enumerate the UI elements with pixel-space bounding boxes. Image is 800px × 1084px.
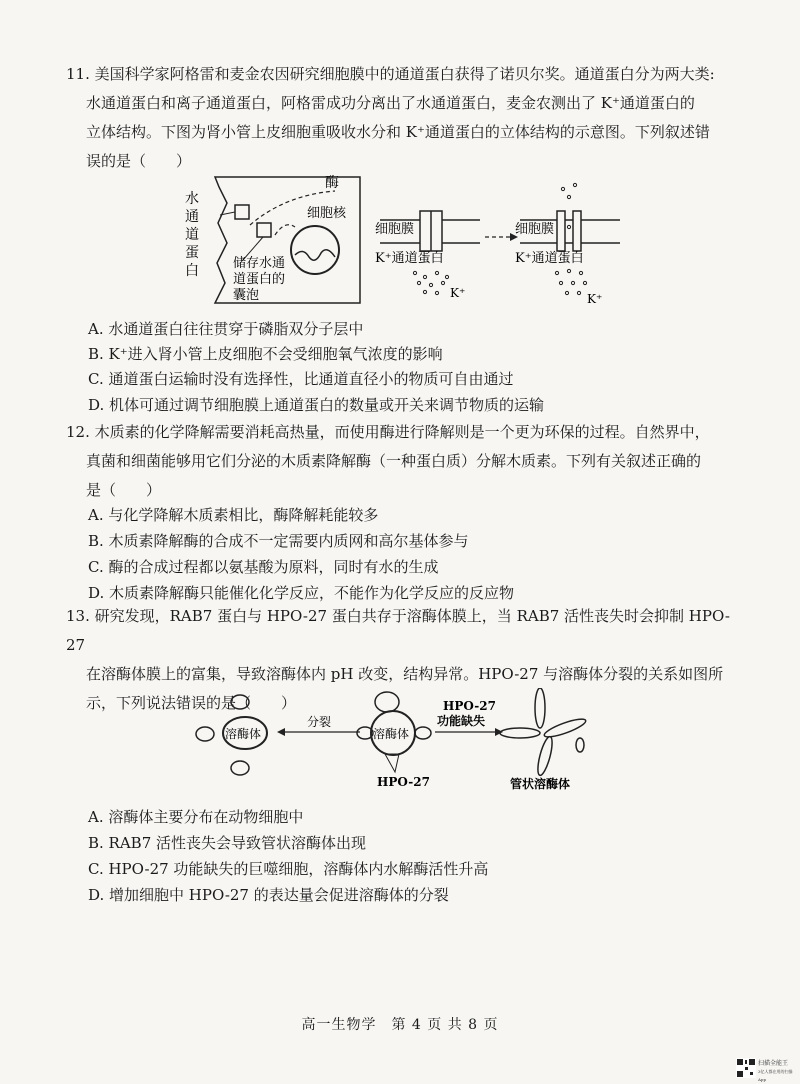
q13-line-1: 13. 研究发现，RAB7 蛋白与 HPO-27 蛋白共存于溶酶体膜上，当 RAB7 活性丧失时会抑制 HPO-27 bbox=[66, 607, 730, 654]
hpo-top-label-2: 功能缺失 bbox=[437, 714, 486, 728]
q11-option-a: A. 水通道蛋白往往贯穿于磷脂双分子层中 bbox=[88, 320, 364, 338]
k-ion-in-channel bbox=[567, 225, 570, 228]
k-ions-left bbox=[413, 271, 448, 294]
membrane-left-label: 细胞膜 bbox=[375, 222, 415, 237]
k-ions-right bbox=[555, 269, 586, 294]
water-channel-label-5: 白 bbox=[185, 263, 199, 279]
q12-line-3: 是（ ） bbox=[86, 481, 162, 499]
k-ion-right-label: K⁺ bbox=[587, 292, 603, 306]
q12-line-1: 12. 木质素的化学降解需要消耗高热量，而使用酶进行降解则是一个更为环保的过程。自然界中， bbox=[66, 423, 710, 441]
question-11-stem bbox=[66, 60, 746, 176]
page-footer: 高一生物学 第 4 页 共 8 页 bbox=[301, 1017, 499, 1033]
q13-line-2: 在溶酶体膜上的富集，导致溶酶体内 pH 改变，结构异常。HPO-27 与溶酶体分裂的关系如图所 bbox=[86, 665, 724, 683]
q12-line-2: 真菌和细菌能够用它们分泌的木质素降解酶（一种蛋白质）分解木质素。下列有关叙述正确的 bbox=[86, 452, 702, 470]
q11-option-d: D. 机体可通过调节细胞膜上通道蛋白的数量或开关来调节物质的运输 bbox=[88, 396, 545, 414]
q12-option-b: B. 木质素降解酶的合成不一定需要内质网和高尔基体参与 bbox=[88, 532, 469, 550]
watermark-line-1: 扫描全能王 bbox=[758, 1060, 789, 1067]
q11-option-b: B. K⁺进入肾小管上皮细胞不会受细胞氧气浓度的影响 bbox=[88, 345, 443, 363]
q11-option-c: C. 通道蛋白运输时没有选择性，比通道直径小的物质可自由通过 bbox=[88, 370, 514, 388]
q13-option-d: D. 增加细胞中 HPO-27 的表达量会促进溶酶体的分裂 bbox=[88, 886, 449, 904]
q13-line-3: 示，下列说法错误的是（ ） bbox=[86, 694, 297, 712]
membrane-right-label: 细胞膜 bbox=[515, 222, 555, 237]
q13-option-c: C. HPO-27 功能缺失的巨噬细胞，溶酶体内水解酶活性升高 bbox=[88, 860, 489, 878]
split-label: 分裂 bbox=[307, 715, 332, 729]
k-channel-right-label: K⁺通道蛋白 bbox=[515, 251, 584, 266]
small-lysosome-bottom bbox=[231, 761, 249, 775]
qr-code-icon bbox=[736, 1058, 756, 1078]
water-channel-label-3: 道 bbox=[185, 227, 199, 243]
tubular-label: 管状溶酶体 bbox=[510, 777, 571, 791]
q11-line-3: 立体结构。下图为肾小管上皮细胞重吸收水分和 K⁺通道蛋白的立体结构的示意图。下列叙述错 bbox=[86, 123, 710, 141]
q11-line-4: 误的是（ ） bbox=[86, 152, 192, 170]
lysosome-left-label: 溶酶体 bbox=[225, 727, 262, 741]
q13-option-a: A. 溶酶体主要分布在动物细胞中 bbox=[88, 808, 304, 826]
vesicle-label-2: 道蛋白的 bbox=[233, 272, 286, 287]
small-lysosome-left bbox=[196, 727, 214, 741]
tubule-down bbox=[535, 735, 555, 776]
dashed-arrow-2 bbox=[275, 225, 295, 235]
hpo-pointer bbox=[385, 754, 399, 772]
question-12-stem bbox=[66, 418, 746, 505]
tubule-left bbox=[500, 728, 540, 738]
water-channel-vesicle-2 bbox=[257, 223, 271, 237]
enzyme-label: 酶 bbox=[325, 175, 339, 191]
q13-option-b: B. RAB7 活性丧失会导致管状溶酶体出现 bbox=[88, 834, 367, 852]
tubule-up bbox=[535, 688, 545, 728]
q12-option-a: A. 与化学降解木质素相比，酶降解耗能较多 bbox=[88, 506, 379, 524]
watermark-line-2: 3亿人都在用的扫描App bbox=[758, 1069, 793, 1082]
water-channel-label-2: 通 bbox=[185, 209, 199, 225]
nucleus-label: 细胞核 bbox=[307, 206, 347, 221]
k-channel-open-right bbox=[573, 211, 581, 251]
split-arrow-head bbox=[277, 728, 285, 736]
bud-top bbox=[375, 692, 399, 712]
k-ions-right-top bbox=[561, 183, 576, 198]
nucleus-dna bbox=[295, 250, 335, 260]
vesicle-label-1: 储存水通 bbox=[233, 256, 286, 271]
water-channel-label-1: 水 bbox=[185, 191, 199, 207]
q11-figure bbox=[175, 165, 625, 310]
q12-option-d: D. 木质素降解酶只能催化化学反应，不能作为化学反应的反应物 bbox=[88, 584, 515, 602]
k-channel-left-label: K⁺通道蛋白 bbox=[375, 251, 444, 266]
hpo-bottom-label: HPO-27 bbox=[377, 775, 430, 789]
small-lysosome-top bbox=[231, 695, 249, 709]
hpo-top-label-1: HPO-27 bbox=[443, 699, 496, 713]
tubule-small bbox=[576, 738, 584, 752]
q11-line-2: 水通道蛋白和离子通道蛋白，阿格雷成功分离出了水通道蛋白，麦金农测出了 K⁺通道蛋白的 bbox=[86, 94, 695, 112]
nucleus bbox=[291, 226, 339, 274]
q11-line-1: 11. 美国科学家阿格雷和麦金农因研究细胞膜中的通道蛋白获得了诺贝尔奖。通道蛋白分为两大类: bbox=[66, 65, 715, 83]
vesicle-label-3: 囊泡 bbox=[233, 288, 260, 303]
q13-figure bbox=[185, 688, 615, 798]
lysosome-mid-label: 溶酶体 bbox=[373, 727, 410, 741]
water-channel-label-4: 蛋 bbox=[185, 245, 199, 261]
k-channel-open-left bbox=[557, 211, 565, 251]
q12-option-c: C. 酶的合成过程都以氨基酸为原料，同时有水的生成 bbox=[88, 558, 439, 576]
water-channel-vesicle-1 bbox=[235, 205, 249, 219]
bud-right bbox=[415, 727, 431, 739]
scanner-watermark bbox=[758, 1060, 800, 1084]
k-ion-left-label: K⁺ bbox=[450, 286, 466, 300]
